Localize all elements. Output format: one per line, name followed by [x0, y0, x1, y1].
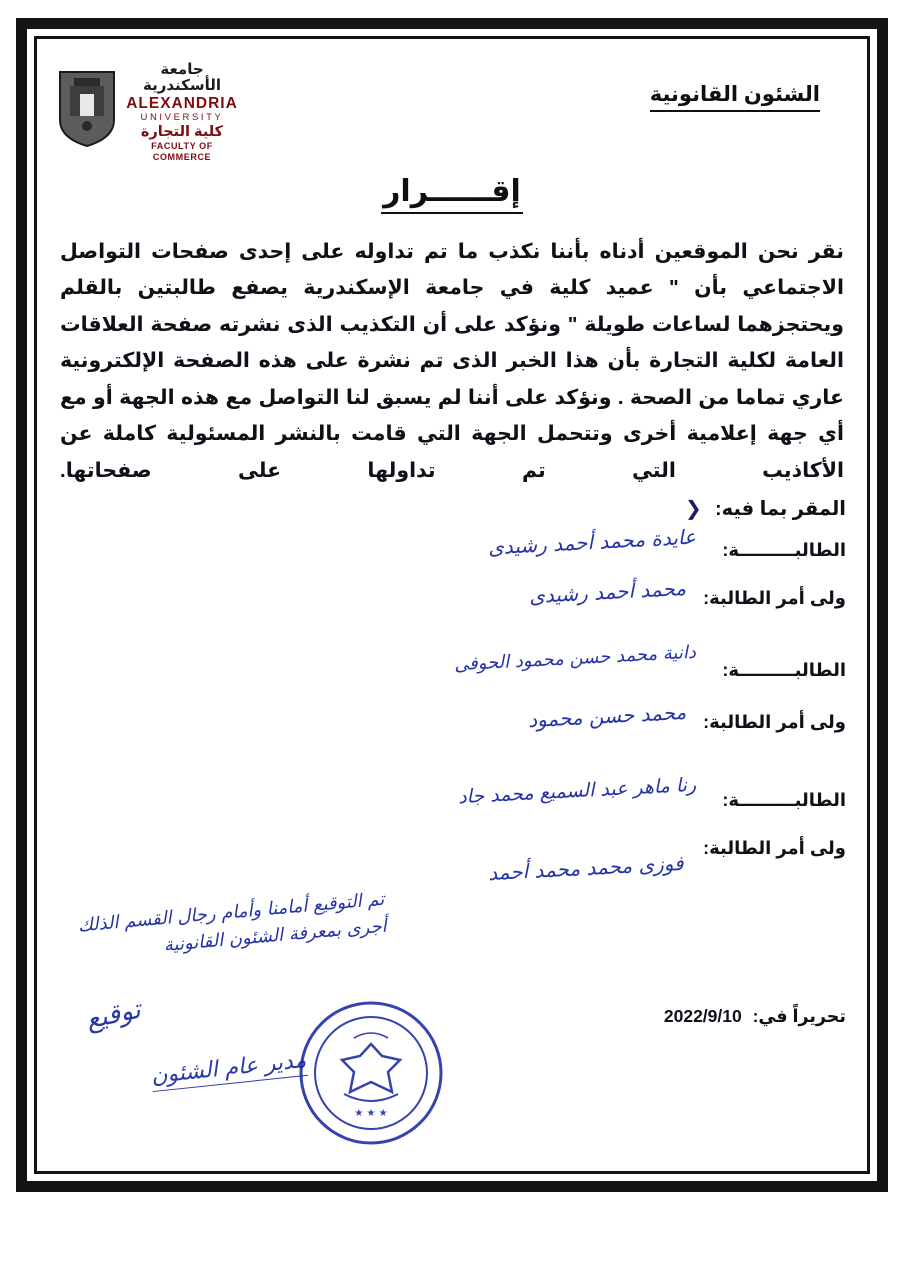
page-title-text: إقــــــرار	[381, 175, 523, 214]
document-body: نقر نحن الموقعين أدناه بأننا نكذب ما تم تداوله على إحدى صفحات التواصل الاجتماعي بأن " عميد كلية في جامعة الإسكندرية يصفع طالبتين بالقلم ويحتجزهما لساعات طويلة " ونؤكد على أن التكذيب الذى نشرته صفحة العلاقات العامة لكلية التجارة بأن هذا الخبر الذى تم نشرة على هذه الصفحة الإلكترونية عاري تماما من الصحة . ونؤكد على أننا لم يسبق لنا التواصل مع هذه الجهة أو مع أي جهة إعلامية أخرى وتتحمل الجهة التي قامت بالنشر المسئولية كاملة عن الأكاذيب التي تم تداولها على صفحاتها.	[60, 240, 844, 482]
signature-label: الطالبـــــــــة:	[722, 660, 846, 680]
signature-row	[58, 575, 846, 660]
signature-label: ولى أمر الطالبة:	[703, 588, 846, 608]
signature-handwriting: عايدة محمد أحمد رشيدى	[487, 524, 697, 560]
acknowledgement-text: المقر بما فيه:	[715, 498, 846, 520]
university-logo-text	[122, 62, 242, 163]
signature-handwriting: رنا ماهر عبد السميع محمد جاد	[457, 773, 697, 809]
university-logo	[56, 58, 296, 164]
logo-arabic-faculty: كلية التجارة	[140, 123, 224, 140]
logo-english-faculty: FACULTY OF COMMERCE	[151, 141, 213, 163]
document-date	[664, 1006, 846, 1027]
handwritten-note: تم التوقيع أمامنا وأمام رجال القسم الذلك أجرى بمعرفة الشئون القانونية	[77, 888, 388, 957]
document-header	[46, 52, 858, 162]
page-title	[46, 174, 858, 209]
document-sheet	[46, 48, 858, 1162]
logo-english-university-sub: UNIVERSITY	[140, 111, 224, 123]
signature-row	[58, 641, 846, 712]
signature-row	[58, 524, 846, 588]
signature-row	[58, 838, 846, 898]
signature-handwriting: محمد حسن محمود	[527, 699, 687, 733]
handwritten-signature: توقيع	[83, 994, 144, 1036]
signature-label: ولى أمر الطالبة:	[703, 712, 846, 732]
date-value: 2022/9/10	[663, 1006, 742, 1026]
signature-row	[58, 773, 846, 838]
signature-handwriting: دانية محمد حسن محمود الحوفى	[453, 641, 697, 676]
signature-label: الطالبـــــــــة:	[722, 540, 846, 560]
signature-label: ولى أمر الطالبة:	[703, 838, 846, 858]
signature-row	[58, 699, 846, 790]
signature-label: الطالبـــــــــة:	[722, 790, 846, 810]
official-round-stamp-icon	[296, 998, 446, 1148]
logo-english-university: ALEXANDRIA	[126, 94, 238, 112]
signature-list	[58, 524, 846, 898]
signature-handwriting: فوزى محمد محمد أحمد	[487, 850, 685, 886]
handwritten-caret-icon: ❯	[684, 498, 702, 520]
signature-handwriting: محمد أحمد رشيدى	[528, 575, 687, 609]
date-label: تحريراً في:	[752, 1006, 846, 1026]
university-crest-icon	[56, 66, 118, 148]
logo-arabic-university: جامعة الأسكندرية	[142, 61, 222, 94]
handwritten-signature-secondary: مدير عام الشئون	[150, 1048, 308, 1092]
svg-text:★ ★ ★: ★ ★ ★	[354, 1108, 388, 1119]
department-title: الشئون القانونية	[650, 82, 820, 112]
acknowledgement-label	[685, 496, 846, 521]
